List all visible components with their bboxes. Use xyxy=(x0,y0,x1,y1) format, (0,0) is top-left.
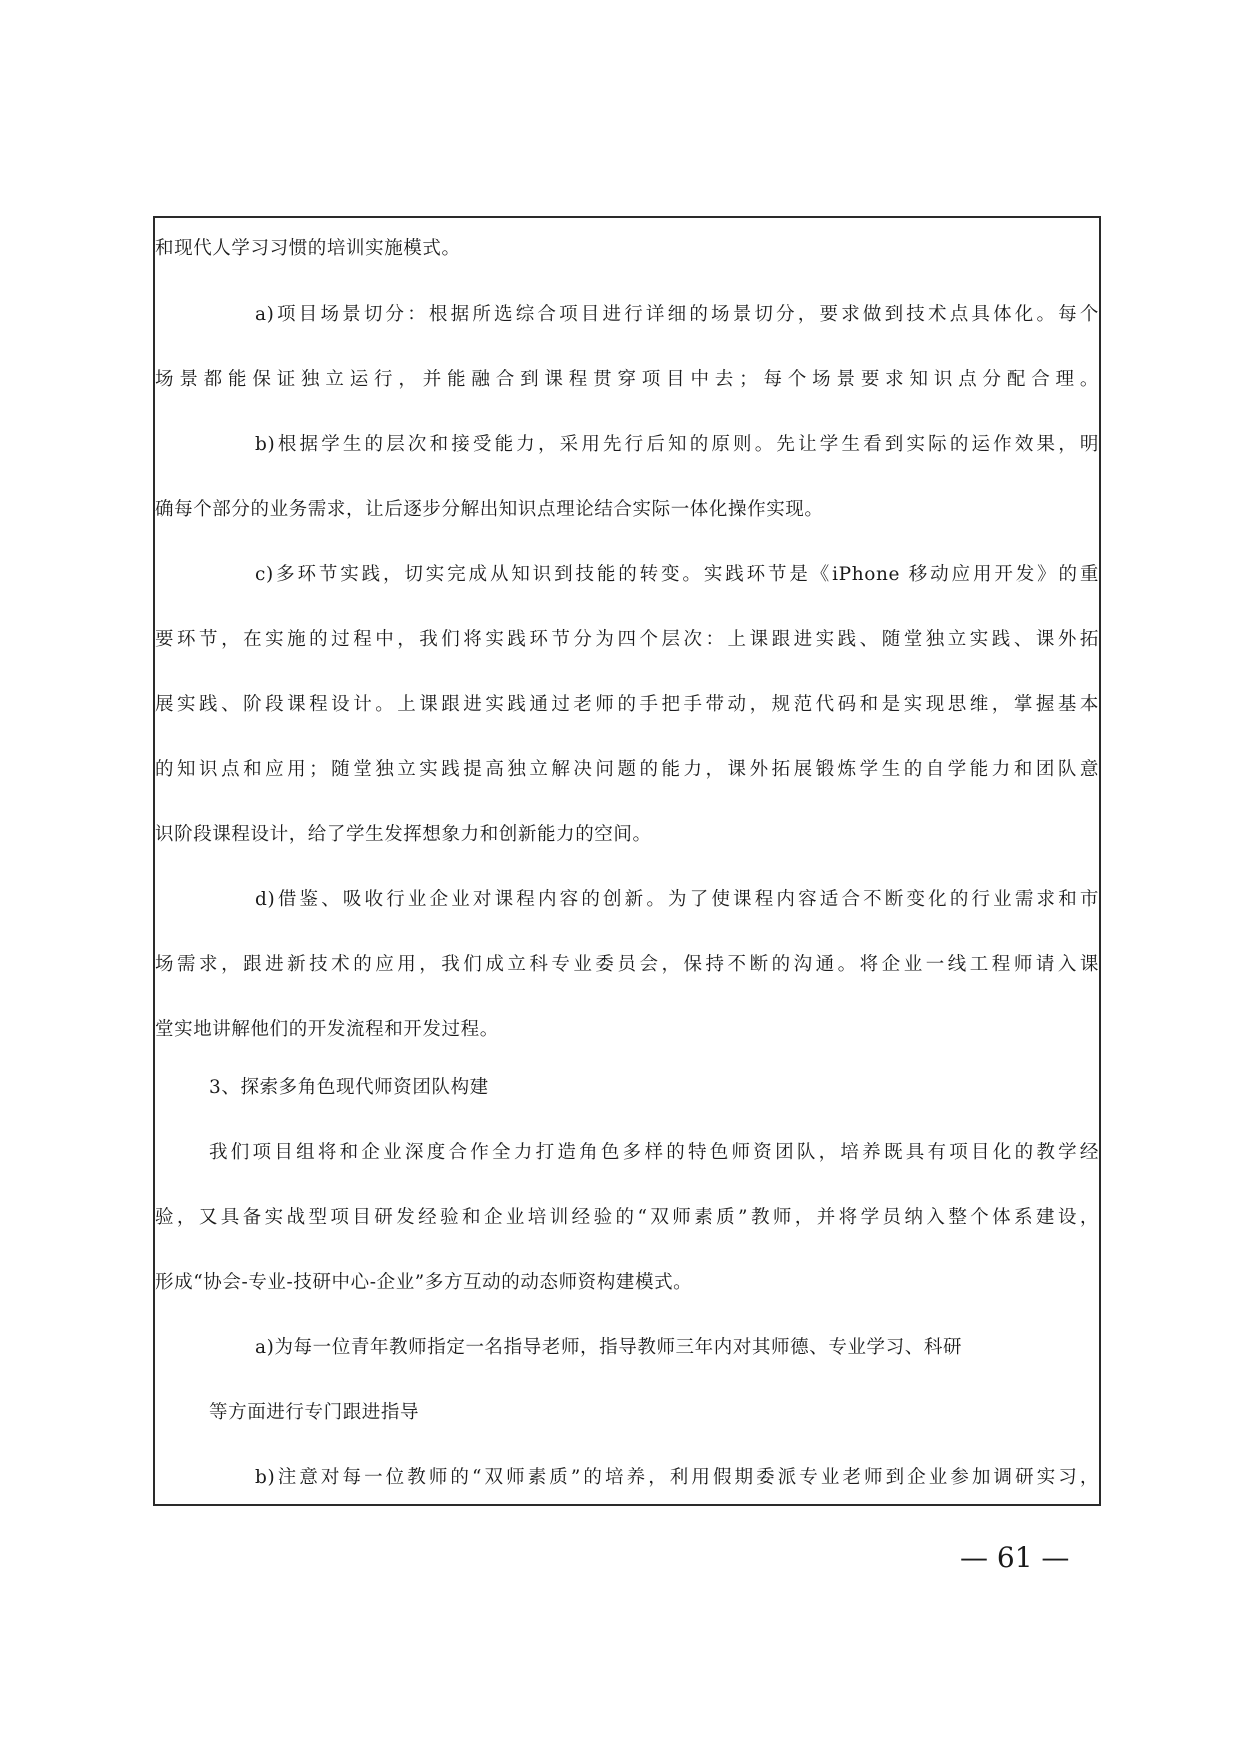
text-line-19: 等方面进行专门跟进指导 xyxy=(209,1402,420,1423)
text-line-17: 形成“协会-专业-技研中心-企业”多方互动的动态师资构建模式。 xyxy=(155,1272,693,1293)
text-line-15: 我们项目组将和企业深度合作全力打造角色多样的特色师资团队，培养既具有项目化的教学经 xyxy=(209,1142,1099,1163)
text-line-1: 和现代人学习习惯的培训实施模式。 xyxy=(155,238,461,259)
text-line-16: 验，又具备实战型项目研发经验和企业培训经验的“双师素质”教师，并将学员纳入整个体系建设， xyxy=(155,1207,1099,1228)
text-line-6: c)多环节实践，切实完成从知识到技能的转变。实践环节是《iPhone 移动应用开发》的重 xyxy=(255,564,1099,585)
text-line-11: d)借鉴、吸收行业企业对课程内容的创新。为了使课程内容适合不断变化的行业需求和市 xyxy=(255,889,1099,910)
text-line-8: 展实践、阶段课程设计。上课跟进实践通过老师的手把手带动，规范代码和是实现思维，掌握基本 xyxy=(155,694,1099,715)
text-line-9: 的知识点和应用；随堂独立实践提高独立解决问题的能力，课外拓展锻炼学生的自学能力和团队意 xyxy=(155,759,1099,780)
text-line-20: b)注意对每一位教师的“双师素质”的培养，利用假期委派专业老师到企业参加调研实习， xyxy=(255,1467,1099,1488)
page-border-frame xyxy=(153,216,1101,1506)
page-number: — 61 — xyxy=(960,1541,1070,1574)
text-line-4: b)根据学生的层次和接受能力，采用先行后知的原则。先让学生看到实际的运作效果，明 xyxy=(255,434,1099,455)
text-line-13: 堂实地讲解他们的开发流程和开发过程。 xyxy=(155,1019,499,1040)
section-heading: 3、探索多角色现代师资团队构建 xyxy=(209,1077,489,1098)
text-line-3: 场景都能保证独立运行，并能融合到课程贯穿项目中去；每个场景要求知识点分配合理。 xyxy=(155,369,1099,390)
text-line-10: 识阶段课程设计，给了学生发挥想象力和创新能力的空间。 xyxy=(155,824,652,845)
text-line-12: 场需求，跟进新技术的应用，我们成立科专业委员会，保持不断的沟通。将企业一线工程师请入课 xyxy=(155,954,1099,975)
text-line-18: a)为每一位青年教师指定一名指导老师，指导教师三年内对其师德、专业学习、科研 xyxy=(255,1337,963,1358)
text-line-2: a)项目场景切分：根据所选综合项目进行详细的场景切分，要求做到技术点具体化。每个 xyxy=(255,304,1099,325)
text-line-5: 确每个部分的业务需求，让后逐步分解出知识点理论结合实际一体化操作实现。 xyxy=(155,499,824,520)
text-line-7: 要环节，在实施的过程中，我们将实践环节分为四个层次：上课跟进实践、随堂独立实践、课外拓 xyxy=(155,629,1099,650)
